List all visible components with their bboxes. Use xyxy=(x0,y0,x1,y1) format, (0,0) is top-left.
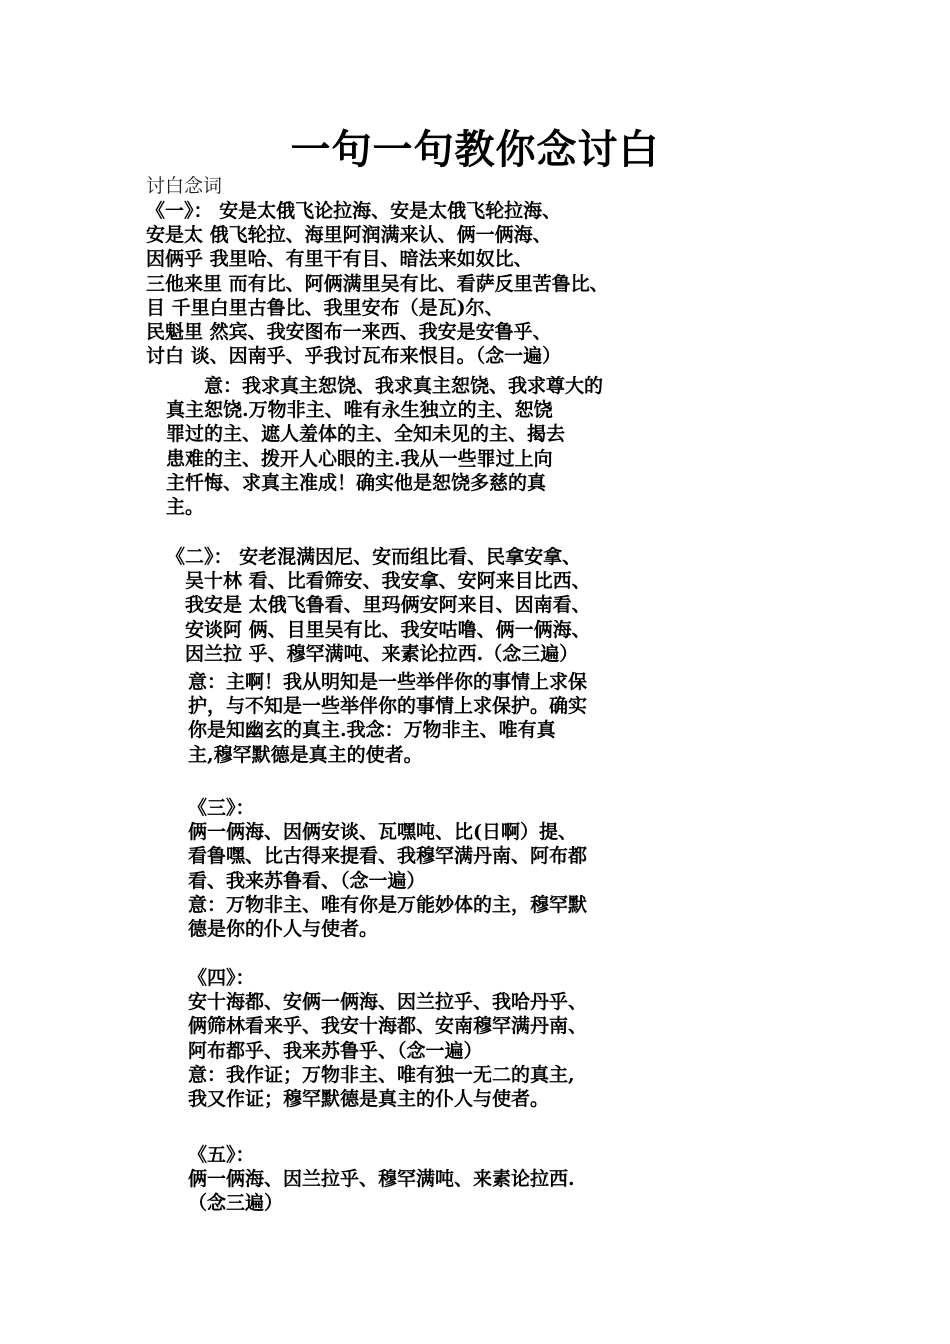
text-line: 主。 xyxy=(166,495,205,518)
text-line: 安十海都、安俩一俩海、因兰拉乎、我哈丹乎、 xyxy=(188,991,588,1014)
text-line: 德是你的仆人与使者。 xyxy=(188,917,379,940)
text-line: 民魁里 然宾、我安图布一来西、我安是安鲁乎、 xyxy=(146,320,552,343)
text-line: 安是太 俄飞轮拉、海里阿润满来认、俩一俩海、 xyxy=(146,224,552,247)
section-two-recitation xyxy=(166,545,591,666)
text-line: 我安是 太俄飞鲁看、里玛俩安阿来目、因南看、 xyxy=(166,594,591,617)
section-one-meaning xyxy=(166,374,603,519)
text-line: 因俩乎 我里哈、有里干有目、暗法来如奴比、 xyxy=(146,248,533,271)
text-line: 意：我求真主恕饶、我求真主恕饶、我求尊大的 xyxy=(166,375,604,397)
text-line: 看鲁嘿、比古得来提看、我穆罕满丹南、阿布都 xyxy=(188,845,588,868)
text-line: 目 千里白里古鲁比、我里安布（是瓦)尔、 xyxy=(146,296,504,319)
text-line: 你是知幽玄的真主.我念：万物非主、唯有真 xyxy=(188,719,556,742)
text-line: 护，与不知是一些举伴你的事情上求保护。确实 xyxy=(188,695,588,718)
text-line: 讨白 谈、因南乎、乎我讨瓦布来恨目。（念一遍） xyxy=(146,345,562,368)
text-line: 因兰拉 乎、穆罕满吨、来素论拉西.（念三遍） xyxy=(166,642,579,665)
text-line: 俩一俩海、因兰拉乎、穆罕满吨、来素论拉西. xyxy=(188,1168,575,1191)
section-five xyxy=(188,1143,575,1216)
text-line: 意：万物非主、唯有你是万能妙体的主，穆罕默 xyxy=(188,893,588,916)
text-line: 俩一俩海、因俩安谈、瓦嘿吨、比(日啊）提、 xyxy=(188,821,577,844)
text-line: 看、我来苏鲁看、（念一遍） xyxy=(188,869,426,892)
section-three xyxy=(188,796,587,941)
text-line: 罪过的主、遮人羞体的主、全知未见的主、揭去 xyxy=(166,423,566,446)
text-line: 主,穆罕默德是真主的使者。 xyxy=(188,743,423,766)
text-line: 真主恕饶.万物非主、唯有永生独立的主、恕饶 xyxy=(166,399,553,422)
text-line: 三他来里 而有比、阿俩满里吴有比、看萨反里苦鲁比、 xyxy=(146,272,609,295)
subtitle: 讨白念词 xyxy=(146,175,223,197)
text-line: 我又作证；穆罕默德是真主的仆人与使者。 xyxy=(188,1087,550,1110)
section-two-meaning xyxy=(188,670,587,767)
text-line: 意：主啊！我从明知是一些举伴你的事情上求保 xyxy=(188,671,588,693)
text-line: （念三遍） xyxy=(188,1192,284,1215)
text-line: 俩筛林看来乎、我安十海都、安南穆罕满丹南、 xyxy=(188,1015,588,1038)
section-four xyxy=(188,966,587,1111)
text-line: 《二》： 安老混满因尼、安而组比看、民拿安拿、 xyxy=(166,546,582,568)
text-line: 安谈阿 俩、目里吴有比、我安咕噜、俩一俩海、 xyxy=(166,618,591,641)
text-line: 吴十林 看、比看筛安、我安拿、安阿来目比西、 xyxy=(166,570,591,593)
section-one-recitation xyxy=(146,199,609,368)
text-line: 阿布都乎、我来苏鲁乎、（念一遍） xyxy=(188,1039,483,1062)
section-heading: 《五》： xyxy=(188,1144,255,1166)
section-heading: 《四》： xyxy=(188,967,255,989)
text-line: 患难的主、拨开人心眼的主.我从一些罪过上向 xyxy=(166,447,553,470)
text-line: 《一》： 安是太俄飞论拉海、安是太俄飞轮拉海、 xyxy=(146,200,562,222)
section-heading: 《三》： xyxy=(188,797,255,819)
page-title: 一句一句教你念讨白 xyxy=(290,126,660,173)
text-line: 主忏悔、求真主准成！确实他是恕饶多慈的真 xyxy=(166,471,547,494)
text-line: 意：我作证；万物非主、唯有独一无二的真主, xyxy=(188,1063,575,1086)
